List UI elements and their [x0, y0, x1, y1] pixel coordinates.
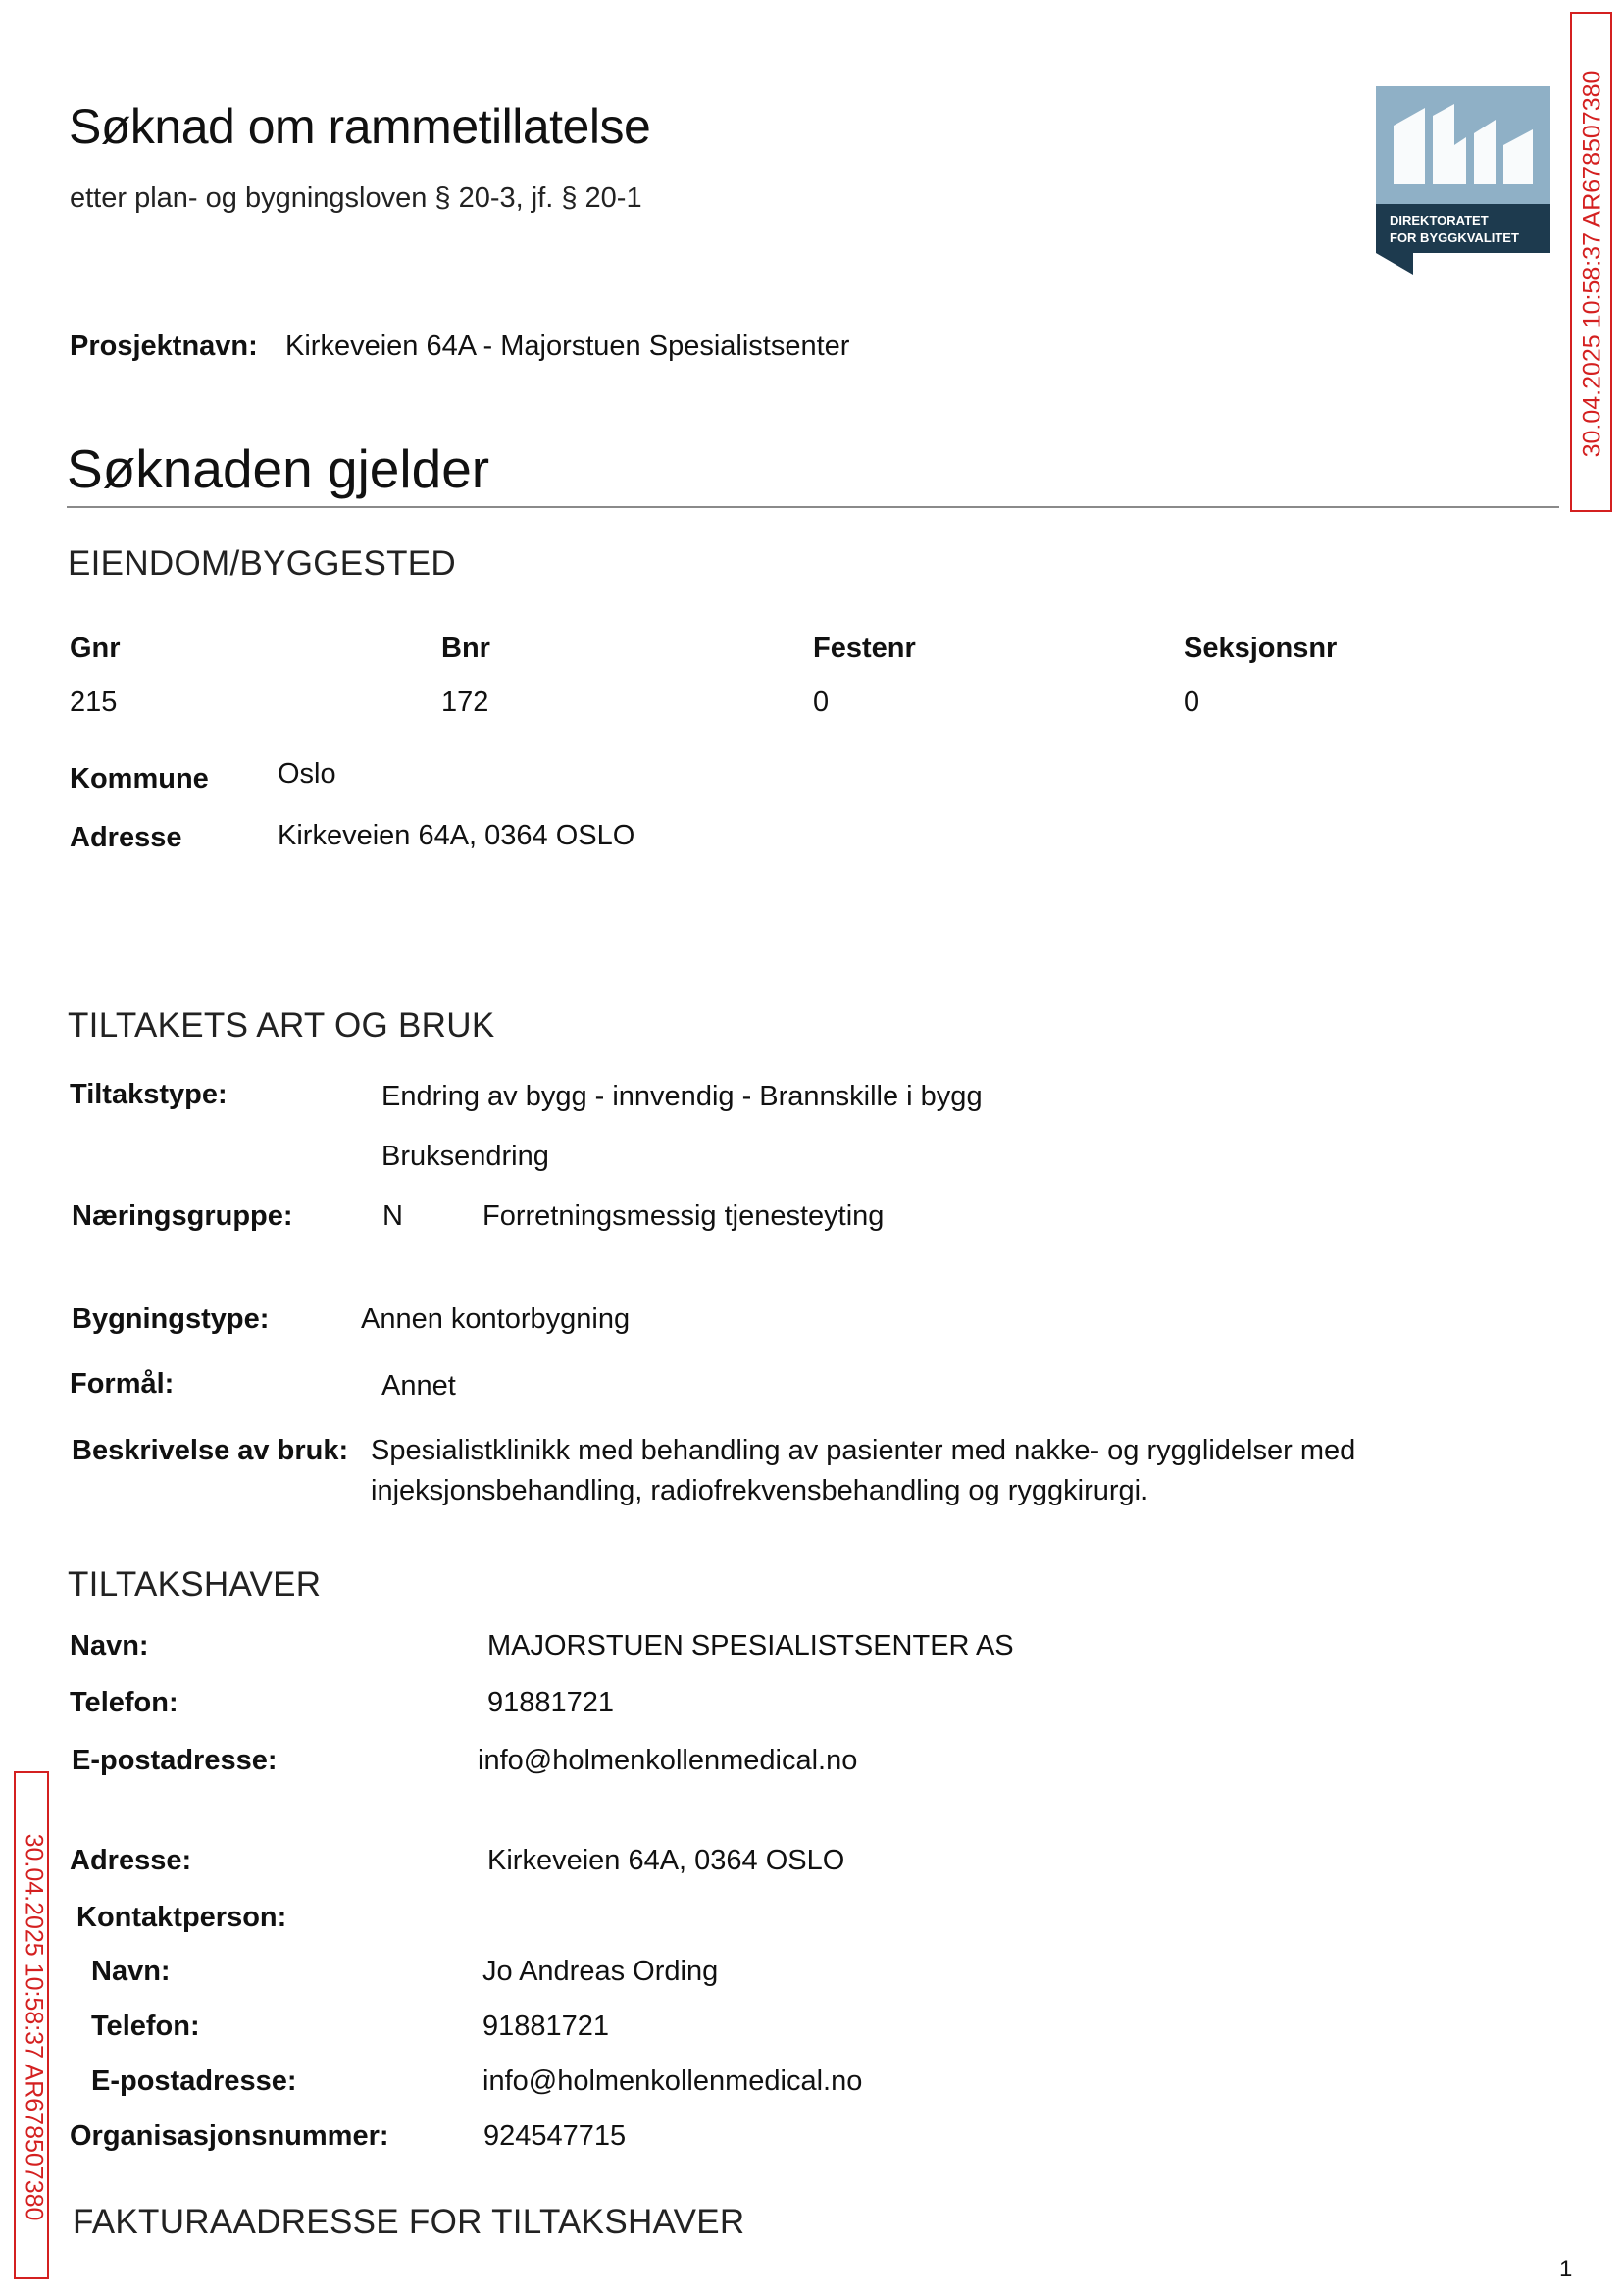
- industry-value: Forretningsmessig tjenesteyting: [482, 1200, 885, 1232]
- building-type-value: Annen kontorbygning: [361, 1303, 631, 1335]
- contact-name-label: Navn:: [91, 1956, 171, 1987]
- usage-line-1: Spesialistklinikk med behandling av pasienter med nakke- og rygglidelser med: [371, 1435, 1356, 1466]
- stamp-text-bottom: 30.04.2025 10:58:37 AR678507380: [20, 1833, 48, 2221]
- logo-bottom-block: [1376, 204, 1550, 253]
- seksjonsnr-label: Seksjonsnr: [1184, 633, 1338, 664]
- section-heading: Søknaden gjelder: [67, 438, 490, 499]
- document-subtitle: etter plan- og bygningsloven § 20-3, jf. § 20-1: [70, 182, 642, 214]
- billing-heading: FAKTURAADRESSE FOR TILTAKSHAVER: [73, 2203, 745, 2241]
- document-title: Søknad om rammetillatelse: [69, 99, 651, 154]
- purpose-value: Annet: [381, 1370, 456, 1402]
- applicant-email-label: E-postadresse:: [72, 1745, 278, 1776]
- project-type-heading: TILTAKETS ART OG BRUK: [68, 1006, 495, 1045]
- usage-label: Beskrivelse av bruk:: [72, 1435, 349, 1466]
- org-number-label: Organisasjonsnummer:: [70, 2120, 389, 2152]
- purpose-label: Formål:: [70, 1368, 175, 1400]
- contact-name-value: Jo Andreas Ording: [482, 1956, 719, 1987]
- type-value-2: Bruksendring: [381, 1141, 549, 1172]
- stamp-text-top: 30.04.2025 10:58:37 AR678507380: [1578, 70, 1606, 458]
- festenr-label: Festenr: [813, 633, 916, 664]
- address-value: Kirkeveien 64A, 0364 OSLO: [278, 820, 635, 851]
- applicant-phone-label: Telefon:: [70, 1687, 178, 1718]
- type-label: Tiltakstype:: [70, 1079, 228, 1110]
- applicant-email-value: info@holmenkollenmedical.no: [478, 1745, 858, 1776]
- property-heading: EIENDOM/BYGGESTED: [68, 544, 456, 583]
- bnr-value: 172: [441, 687, 489, 718]
- municipality-value: Oslo: [278, 758, 336, 790]
- timestamp-stamp-bottom: [14, 1771, 49, 2279]
- applicant-address-label: Adresse:: [70, 1845, 192, 1876]
- bnr-label: Bnr: [441, 633, 490, 664]
- dibk-logo: [1376, 86, 1550, 275]
- page-number: 1: [1559, 2256, 1573, 2282]
- project-label: Prosjektnavn:: [70, 331, 258, 362]
- seksjonsnr-value: 0: [1184, 687, 1200, 718]
- industry-code: N: [382, 1200, 403, 1232]
- logo-line1: DIREKTORATET: [1390, 213, 1489, 228]
- gnr-label: Gnr: [70, 633, 121, 664]
- applicant-name-label: Navn:: [70, 1630, 149, 1661]
- contact-phone-label: Telefon:: [91, 2011, 200, 2042]
- festenr-value: 0: [813, 687, 830, 718]
- contact-phone-value: 91881721: [482, 2011, 610, 2042]
- municipality-label: Kommune: [70, 763, 209, 794]
- contact-email-label: E-postadresse:: [91, 2065, 297, 2097]
- applicant-heading: TILTAKSHAVER: [68, 1565, 322, 1604]
- building-type-label: Bygningstype:: [72, 1303, 270, 1335]
- applicant-phone-value: 91881721: [487, 1687, 615, 1718]
- org-number-value: 924547715: [483, 2120, 627, 2152]
- type-value-1: Endring av bygg - innvendig - Brannskille i bygg: [381, 1081, 983, 1112]
- usage-line-2: injeksjonsbehandling, radiofrekvensbehandling og ryggkirurgi.: [371, 1475, 1149, 1506]
- section-divider: [67, 506, 1559, 508]
- contact-email-value: info@holmenkollenmedical.no: [482, 2065, 863, 2097]
- logo-ribbon: [1376, 253, 1413, 275]
- project-value: Kirkeveien 64A - Majorstuen Spesialistsenter: [285, 331, 850, 362]
- applicant-address-value: Kirkeveien 64A, 0364 OSLO: [487, 1845, 845, 1876]
- logo-line2: FOR BYGGKVALITET: [1390, 230, 1519, 245]
- applicant-name-value: MAJORSTUEN SPESIALISTSENTER AS: [487, 1630, 1014, 1661]
- gnr-value: 215: [70, 687, 118, 718]
- industry-label: Næringsgruppe:: [72, 1200, 293, 1232]
- timestamp-stamp-top: [1570, 12, 1612, 512]
- address-label: Adresse: [70, 822, 182, 853]
- contact-person-label: Kontaktperson:: [76, 1902, 287, 1933]
